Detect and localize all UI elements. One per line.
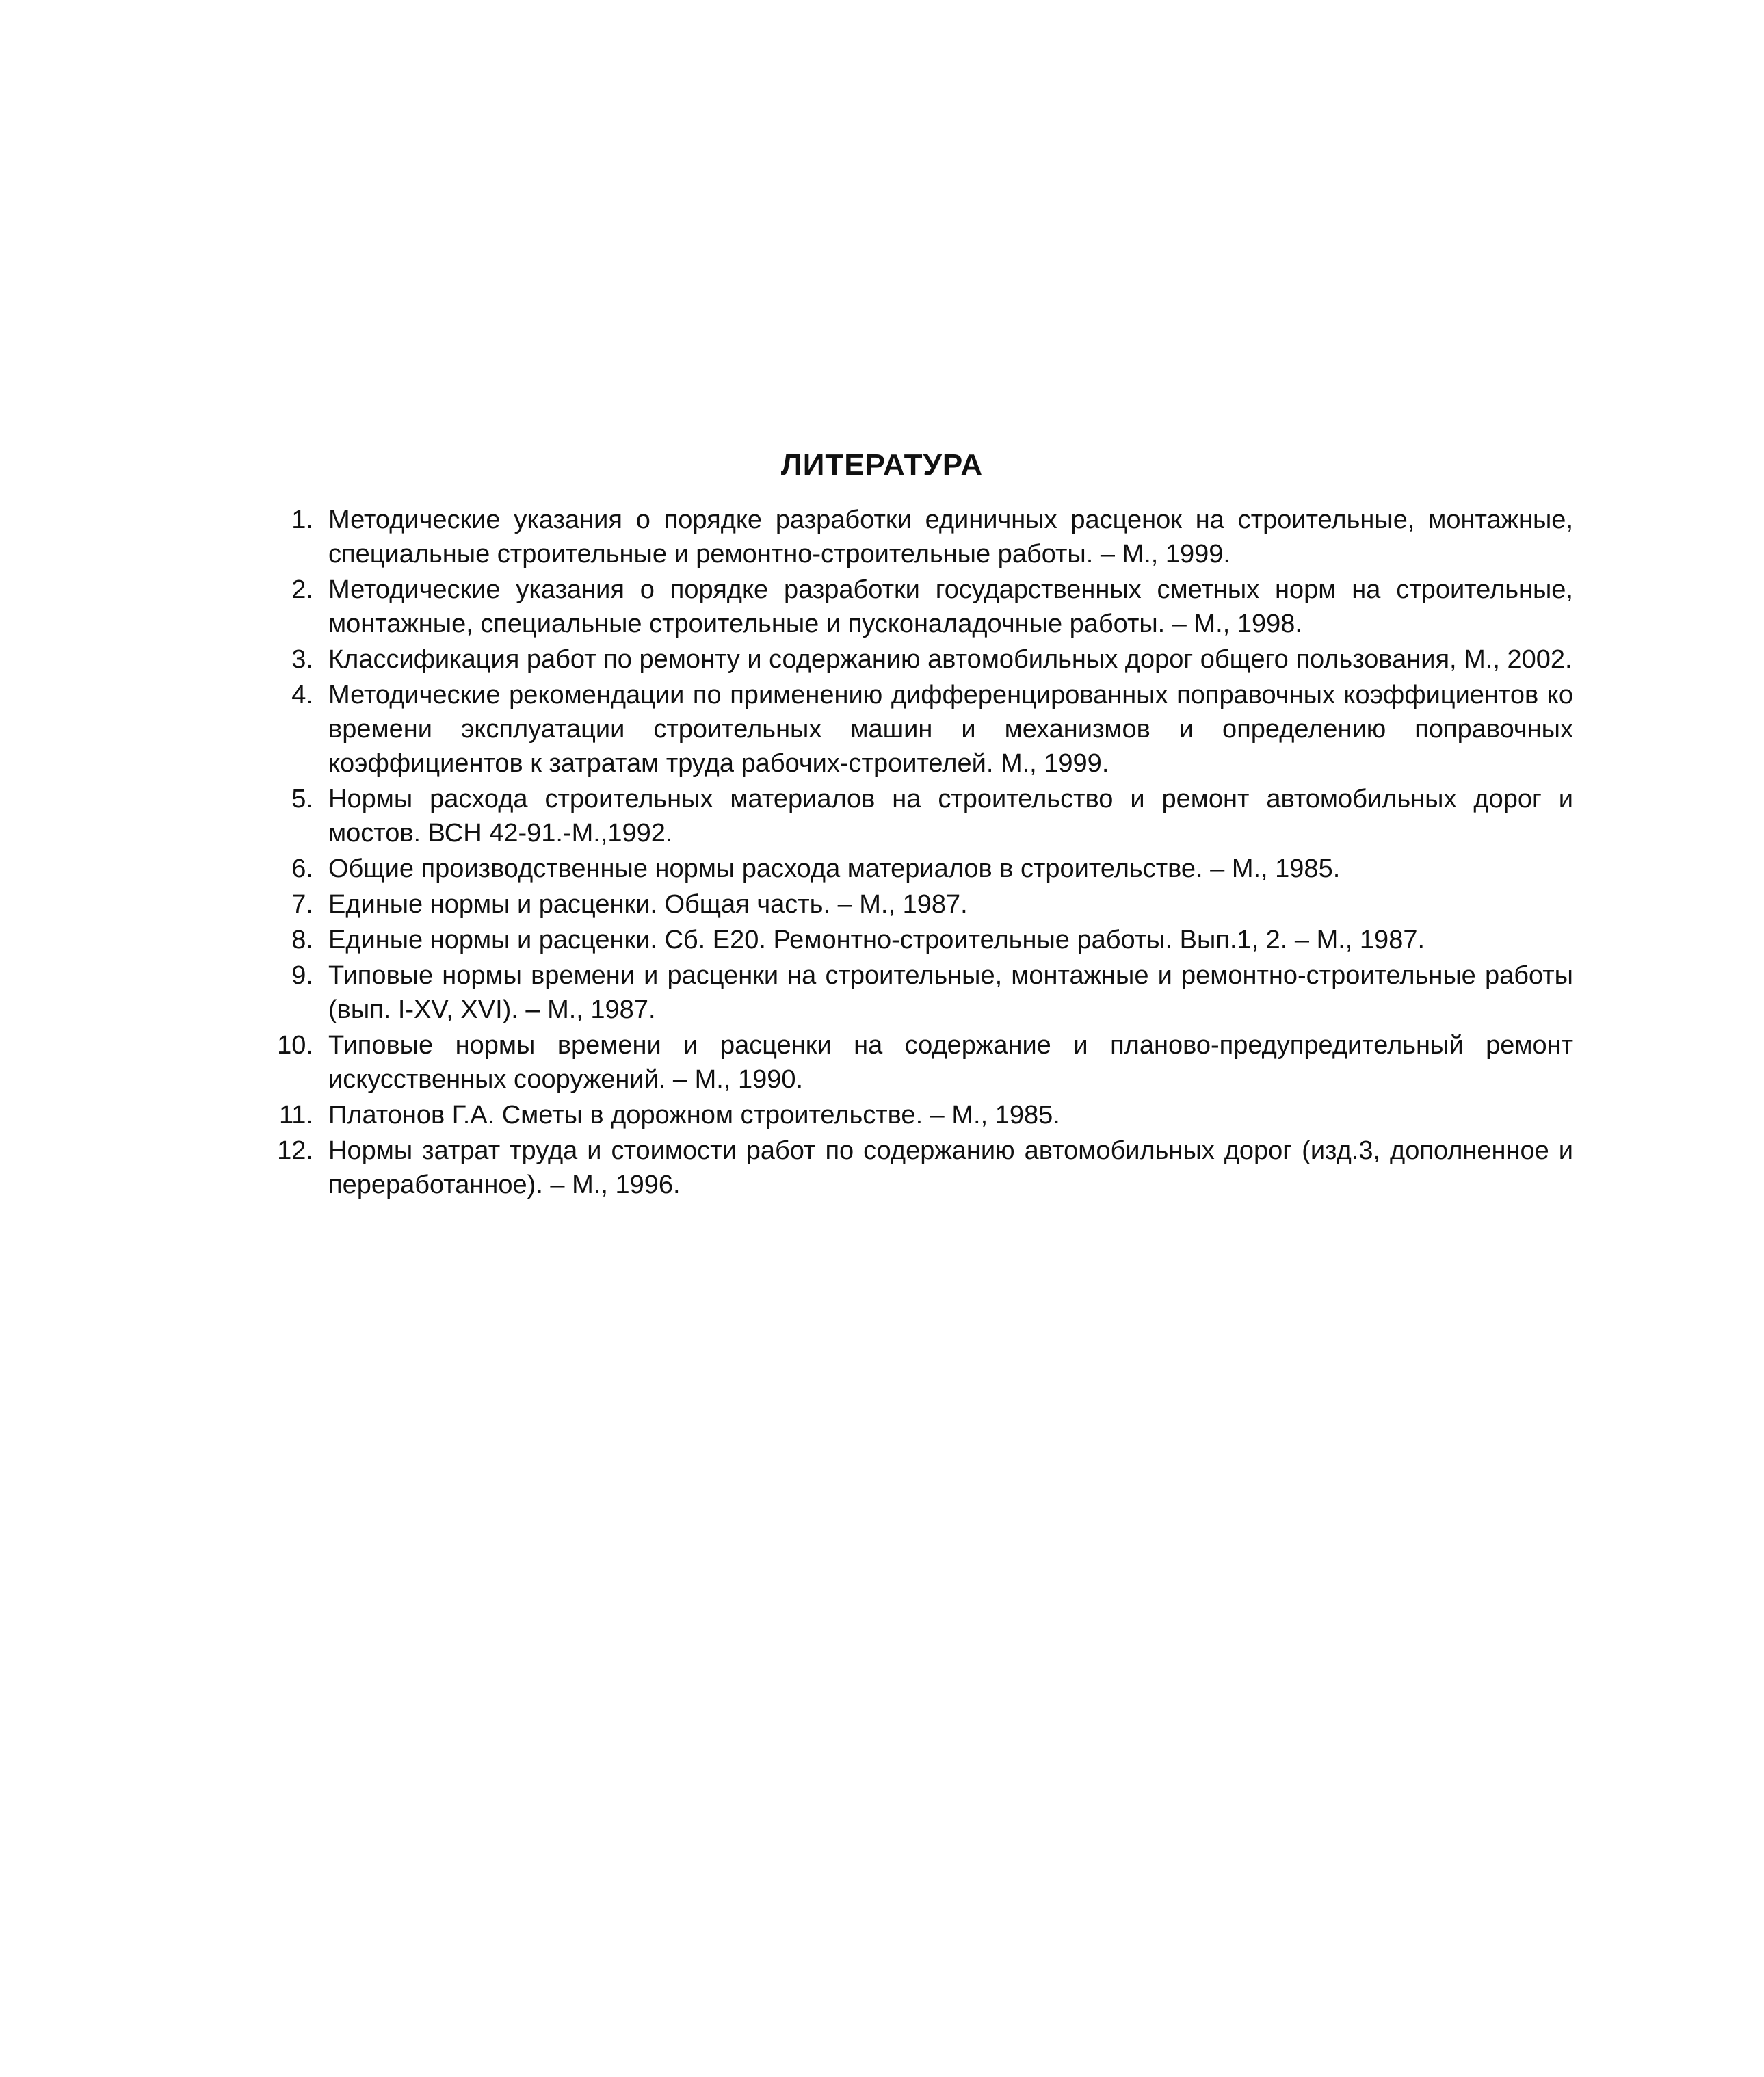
list-item	[274, 923, 1573, 957]
list-item	[274, 887, 1573, 922]
list-item-text: Классификация работ по ремонту и содержанию автомобильных дорог общего пользования, М., 2002.	[328, 645, 1572, 674]
list-item-text: Типовые нормы времени и расценки на строительные, монтажные и ремонтно-строительные работы (вып. I-XV, XVI). – М., 1987.	[328, 961, 1573, 1024]
list-item-number: 4.	[291, 681, 313, 709]
list-item-text: Платонов Г.А. Сметы в дорожном строительстве. – М., 1985.	[328, 1101, 1060, 1129]
list-item-number: 8.	[291, 926, 313, 954]
list-item-text: Единые нормы и расценки. Общая часть. – М., 1987.	[328, 890, 968, 919]
list-item	[274, 573, 1573, 641]
list-item-text: Общие производственные нормы расхода материалов в строительстве. – М., 1985.	[328, 854, 1341, 883]
list-item	[274, 678, 1573, 781]
list-item-number: 10.	[277, 1031, 313, 1060]
list-item-text: Типовые нормы времени и расценки на содержание и планово-предупредительный ремонт искусственных сооружений. – М., 1990.	[328, 1031, 1573, 1094]
list-item	[274, 503, 1573, 571]
list-item-number: 5.	[291, 785, 313, 813]
list-item	[274, 1098, 1573, 1132]
list-item	[274, 1134, 1573, 1202]
list-item-text: Методические указания о порядке разработки единичных расценок на строительные, монтажные, специальные строительные и ремонтно-строительные работы. – М., 1999.	[328, 506, 1573, 569]
list-item	[274, 1028, 1573, 1097]
list-item-text: Нормы расхода строительных материалов на строительство и ремонт автомобильных дорог и мостов. ВСН 42-91.-М.,1992.	[328, 785, 1573, 848]
list-item-number: 6.	[291, 854, 313, 883]
list-item-number: 3.	[291, 645, 313, 674]
list-item-number: 1.	[291, 506, 313, 534]
list-item	[274, 958, 1573, 1027]
list-item	[274, 782, 1573, 850]
list-item	[274, 852, 1573, 886]
list-item-text: Методические указания о порядке разработки государственных сметных норм на строительные, монтажные, специальные строительные и пусконаладочные работы. – М., 1998.	[328, 575, 1573, 638]
list-item-number: 9.	[291, 961, 313, 990]
page-title: ЛИТЕРАТУРА	[780, 448, 984, 482]
list-item-number: 7.	[291, 890, 313, 919]
list-item	[274, 642, 1573, 677]
list-item-number: 2.	[291, 575, 313, 604]
list-item-number: 11.	[278, 1101, 313, 1129]
list-item-text: Единые нормы и расценки. Сб. Е20. Ремонтно-строительные работы. Вып.1, 2. – М., 1987.	[328, 926, 1425, 954]
list-item-text: Нормы затрат труда и стоимости работ по содержанию автомобильных дорог (изд.3, дополненное и переработанное). – М., 1996.	[328, 1136, 1573, 1199]
reference-list	[274, 503, 1573, 1203]
list-item-number: 12.	[277, 1136, 313, 1165]
list-item-text: Методические рекомендации по применению дифференцированных поправочных коэффициентов ко времени эксплуатации строительных машин и механизмов и определению поправочных коэффициентов к затратам труда рабочих-строителей. М., 1999.	[328, 681, 1573, 778]
